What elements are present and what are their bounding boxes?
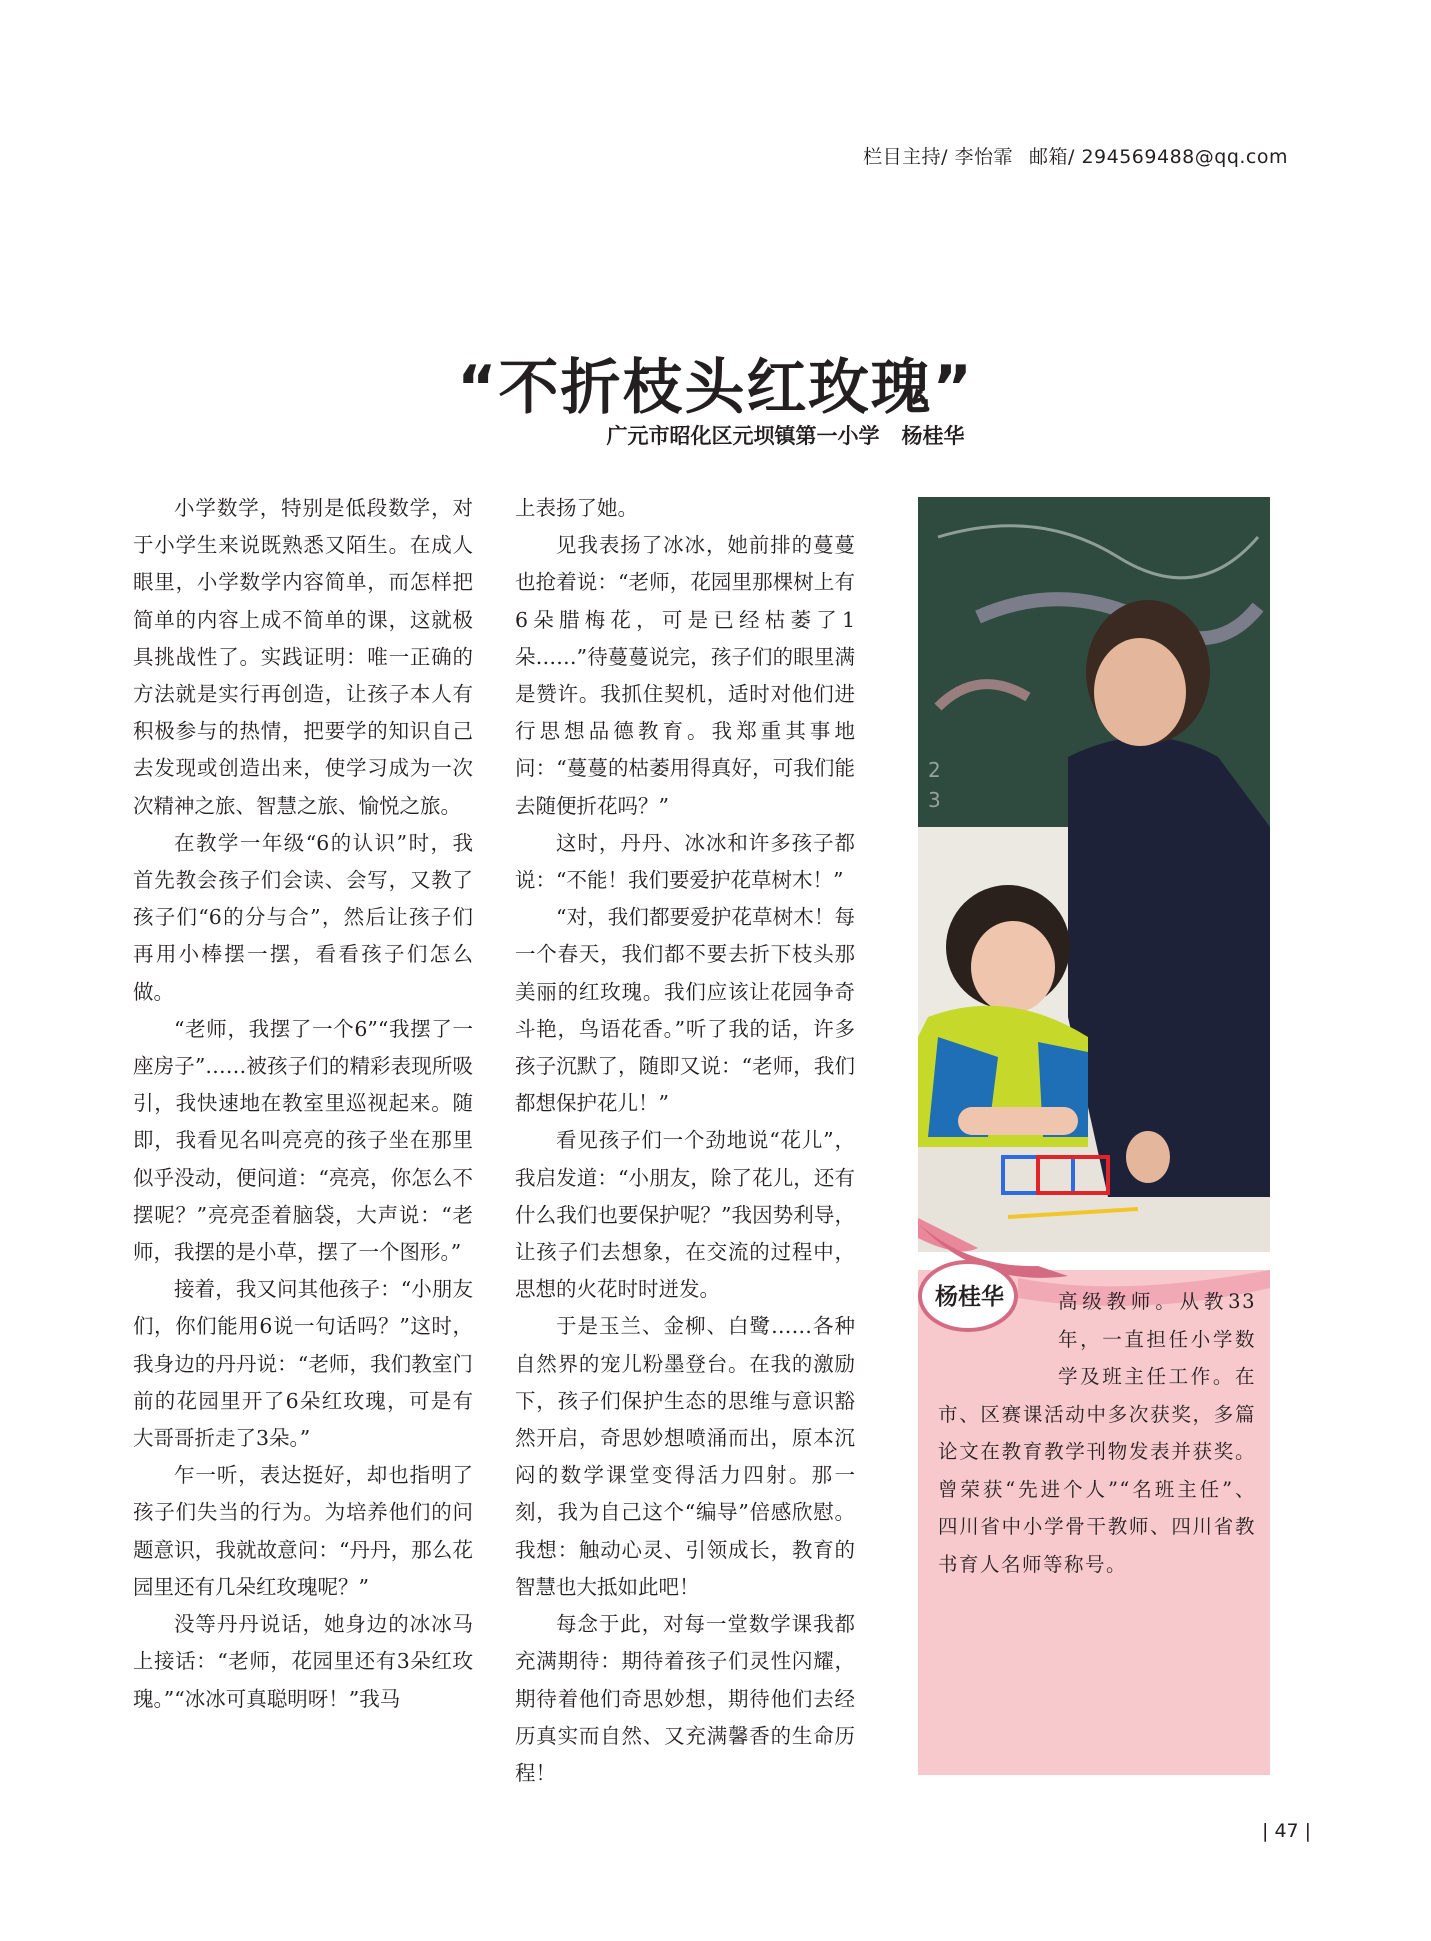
bio-name: 杨桂华 <box>935 1283 1004 1310</box>
byline <box>0 420 1431 450</box>
paragraph: 见我表扬了冰冰，她前排的蔓蔓也抢着说：“老师，花园里那棵树上有6朵腊梅花，可是已经枯萎了1朵……”待蔓蔓说完，孩子们的眼里满是赞许。我抓住契机，适时对他们进行思想品德教育。我郑重其事地问：“蔓蔓的枯萎用得真好，可我们能去随便折花吗？” <box>515 533 855 818</box>
teacher-and-student-photo <box>918 497 1270 1252</box>
paragraph: 在教学一年级“6的认识”时，我首先教会孩子们会读、会写，又教了孩子们“6的分与合”，然后让孩子们再用小棒摆一摆，看看孩子们怎么做。 <box>133 830 473 1004</box>
paragraph: 每念于此，对每一堂数学课我都充满期待：期待着孩子们灵性闪耀，期待着他们奇思妙想，期待他们去经历真实而自然、又充满馨香的生命历程！ <box>515 1612 855 1785</box>
author-name: 杨桂华 <box>901 424 965 448</box>
paragraph: 这时，丹丹、冰冰和许多孩子都说：“不能！我们要爱护花草树木！” <box>515 830 855 893</box>
paragraph: 接着，我又问其他孩子：“小朋友们，你们能用6说一句话吗？”这时，我身边的丹丹说：“老师，我们教室门前的花园里开了6朵红玫瑰，可是有大哥哥折走了3朵。” <box>133 1277 473 1451</box>
email: 邮箱/ 294569488@qq.com <box>1029 146 1288 168</box>
paragraph: 乍一听，表达挺好，却也指明了孩子们失当的行为。为培养他们的问题意识，我就故意问：“丹丹，那么花园里还有几朵红玫瑰呢？” <box>133 1463 473 1599</box>
column-host: 栏目主持/ 李怡霏 <box>863 146 1014 168</box>
paragraph: 看见孩子们一个劲地说“花儿”，我启发道：“小朋友，除了花儿，还有什么我们也要保护呢？”我因势利导，让孩子们去想象，在交流的过程中，思想的火花时时迸发。 <box>515 1128 855 1302</box>
page-number: | 47 | <box>1262 1820 1312 1842</box>
paragraph: “老师，我摆了一个6”“我摆了一座房子”……被孩子们的精彩表现所吸引，我快速地在教室里巡视起来。随即，我看见名叫亮亮的孩子坐在那里似乎没动，便问道：“亮亮，你怎么不摆呢？”亮亮歪着脑袋，大声说：“老师，我摆的是小草，摆了一个图形。” <box>133 1016 473 1265</box>
column-host-header <box>863 142 1288 169</box>
bio-text-block <box>938 1283 1256 1583</box>
paragraph: 小学数学，特别是低段数学，对于小学生来说既熟悉又陌生。在成人眼里，小学数学内容简单，而怎样把简单的内容上成不简单的课，这就极具挑战性了。实践证明：唯一正确的方法就是实行再创造，让孩子本人有积极参与的热情，把要学的知识自己去发现或创造出来，使学习成为一次次精神之旅、智慧之旅、愉悦之旅。 <box>133 496 473 818</box>
svg-text:2: 2 <box>928 758 941 782</box>
paragraph: 没等丹丹说话，她身边的冰冰马上接话：“老师，花园里还有3朵红玫瑰。”“冰冰可真聪明呀！”我马 <box>133 1612 473 1711</box>
svg-text:3: 3 <box>928 788 941 812</box>
article-column-2 <box>515 490 855 1792</box>
paragraph: 于是玉兰、金柳、白鹭……各种自然界的宠儿粉墨登台。在我的激励下，孩子们保护生态的思维与意识豁然开启，奇思妙想喷涌而出，原本沉闷的数学课堂变得活力四射。那一刻，我为自己这个“编导”倍感欣慰。我想：触动心灵、引领成长，教育的智慧也大抵如此吧！ <box>515 1314 855 1599</box>
paragraph: 上表扬了她。 <box>515 496 638 520</box>
author-school: 广元市昭化区元坝镇第一小学 <box>606 424 880 448</box>
bio-text: 高级教师。从教33年，一直担任小学数学及班主任工作。在市、区赛课活动中多次获奖，多篇论文在教育教学刊物发表并获奖。曾荣获“先进个人”“名班主任”、四川省中小学骨干教师、四川省教书育人名师等称号。 <box>938 1290 1256 1576</box>
paragraph: “对，我们都要爱护花草树木！每一个春天，我们都不要去折下枝头那美丽的红玫瑰。我们应该让花园争奇斗艳，鸟语花香。”听了我的话，许多孩子沉默了，随即又说：“老师，我们都想保护花儿！” <box>515 905 855 1116</box>
article-column-1 <box>133 490 473 1718</box>
article-title: “不折枝头红玫瑰” <box>457 353 974 423</box>
